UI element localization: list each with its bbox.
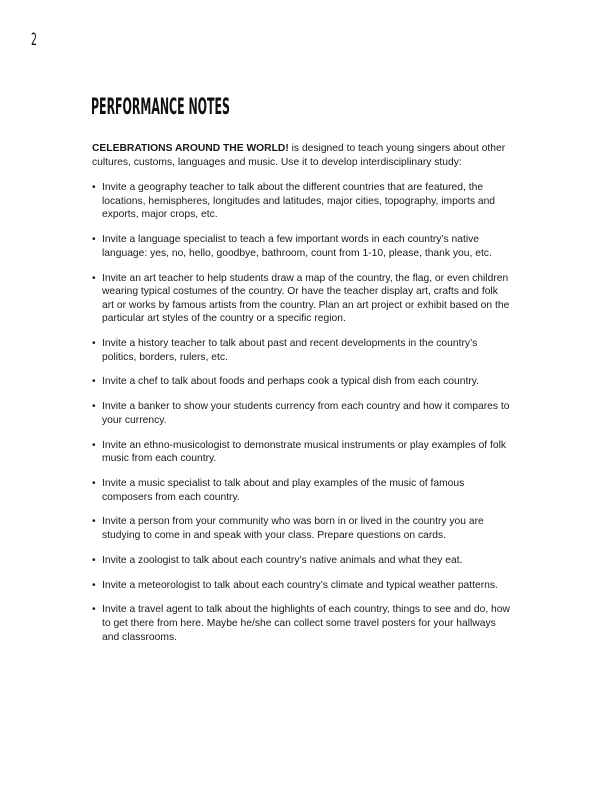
list-item: • Invite an ethno-musicologist to demonstrate musical instruments or play examples of folk music from each country. [92,439,512,466]
list-item: • Invite a chef to talk about foods and perhaps cook a typical dish from each country. [92,375,512,389]
list-item: • Invite a person from your community who was born in or lived in the country you are studying to come in and speak with your class. Prepare questions on cards. [92,515,512,542]
list-item: • Invite a meteorologist to talk about each country’s climate and typical weather patterns. [92,579,512,593]
page-title: PERFORMANCE NOTES [91,95,230,120]
list-item: • Invite a history teacher to talk about past and recent developments in the country’s politics, borders, rulers, etc. [92,337,512,364]
intro-paragraph [92,142,512,169]
performance-notes-body [92,142,512,655]
list-item: • Invite a language specialist to teach a few important words in each country’s native language: yes, no, hello, goodbye, bathroom, count from 1-10, please, thank you, etc. [92,233,512,260]
list-item: • Invite a music specialist to talk about and play examples of the music of famous composers from each country. [92,477,512,504]
list-item: • Invite a geography teacher to talk about the different countries that are featured, the locations, hemispheres, longitudes and latitudes, major cities, topography, imports and exports, major crops, etc. [92,181,512,222]
list-item: • Invite a travel agent to talk about the highlights of each country, things to see and do, how to get there from here. Maybe he/she can collect some travel posters for your hallways and classrooms. [92,603,512,644]
list-item: • Invite a zoologist to talk about each country’s native animals and what they eat. [92,554,512,568]
page-number: 2 [31,30,37,50]
intro-lead: CELEBRATIONS AROUND THE WORLD! [92,143,289,154]
list-item: • Invite an art teacher to help students draw a map of the country, the flag, or even children wearing typical costumes of the country. Or have the teacher display art, crafts and folk art or works by famous artists from the country. Plan an art project or exhibit based on the particular art styles of the country or a specific region. [92,272,512,326]
list-item: • Invite a banker to show your students currency from each country and how it compares to your currency. [92,400,512,427]
intro-text: is designed to teach young singers about other cultures, customs, languages and music. Use it to develop interdisciplinary study: [92,143,506,168]
notes-list [92,181,512,644]
